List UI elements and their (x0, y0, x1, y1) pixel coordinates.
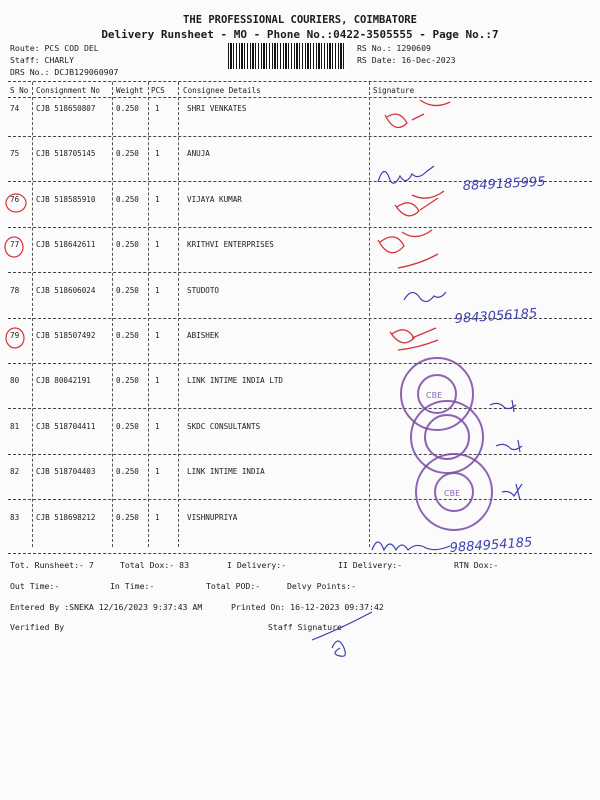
out-time: Out Time:- (10, 581, 60, 591)
circle-mark-76 (6, 194, 26, 212)
row-83-pcs: 1 (155, 512, 160, 522)
delvy-points: Delvy Points:- (287, 581, 357, 591)
row-83-consignee: VISHNUPRIYA (187, 512, 238, 522)
ii-delivery: II Delivery:- (338, 560, 403, 570)
handwritten-phone-75: 8849185995 (462, 174, 546, 194)
row-75-pcs: 1 (155, 149, 160, 159)
col-header-sno: S No (10, 86, 29, 95)
row-74-cons: CJB 518650807 (36, 104, 96, 113)
staff-label: Staff: CHARLY (10, 55, 75, 65)
row-76-weight: 0.250 (116, 194, 139, 204)
blue-signature-75 (378, 166, 434, 183)
row-80-sno: 80 (10, 376, 20, 386)
row-83-cons: CJB 518698212 (36, 512, 96, 522)
row-74-consignee: SHRI VENKATES (187, 104, 247, 113)
row-75-consignee: ANUJA (187, 149, 210, 159)
printed-on: Printed On: 16-12-2023 09:37:42 (231, 602, 384, 612)
row-82-weight: 0.250 (116, 467, 139, 477)
row-79-pcs: 1 (155, 331, 160, 340)
row-76-consignee: VIJAYA KUMAR (187, 194, 242, 204)
col-header-weight: Weight (116, 86, 144, 95)
circle-mark-77 (5, 237, 23, 257)
staff-signature-scribble (312, 612, 372, 656)
route-label: Route: PCS COD DEL (10, 43, 99, 53)
company-stamp-1 (401, 358, 473, 430)
row-78-weight: 0.250 (116, 285, 139, 295)
row-77-cons: CJB 518642611 (36, 240, 96, 250)
total-pod: Total POD:- (206, 581, 261, 591)
total-dox: Total Dox:- 83 (120, 560, 190, 570)
row-82-sno: 82 (10, 467, 20, 477)
rtn-dox: RTN Dox:- (454, 560, 499, 570)
row-79-weight: 0.250 (116, 331, 139, 340)
row-81-pcs: 1 (155, 421, 160, 431)
row-80-pcs: 1 (155, 376, 160, 386)
col-header-consignee: Consignee Details (183, 86, 261, 95)
red-initials-79 (390, 328, 438, 350)
red-initials-77 (378, 230, 438, 268)
blue-mark-82 (502, 484, 522, 500)
row-76-pcs: 1 (155, 194, 160, 204)
row-81-sno: 81 (10, 421, 20, 431)
blue-signature-78 (404, 292, 446, 302)
row-76-cons: CJB 518585910 (36, 194, 96, 204)
stamp-center-1: CBE (426, 391, 443, 400)
row-83-sno: 83 (10, 512, 20, 522)
staff-signature-label: Staff Signature (268, 622, 342, 632)
row-76-sno: 76 (10, 194, 20, 204)
blue-mark-81 (496, 440, 522, 452)
row-78-cons: CJB 518606024 (36, 285, 96, 295)
red-initials-74 (385, 100, 450, 128)
row-80-cons: CJB 80042191 (36, 376, 91, 386)
stamp-center-3: CBE (444, 489, 461, 498)
col-header-consignment: Consignment No (36, 86, 101, 95)
row-75-cons: CJB 518705145 (36, 149, 96, 159)
row-81-consignee: SKDC CONSULTANTS (187, 421, 261, 431)
row-75-weight: 0.250 (116, 149, 139, 159)
row-82-pcs: 1 (155, 467, 160, 477)
company-title: THE PROFESSIONAL COURIERS, COIMBATORE (183, 14, 417, 26)
verified-by: Verified By (10, 622, 65, 632)
footer-rule (8, 553, 592, 554)
row-82-cons: CJB 518704403 (36, 467, 96, 477)
row-83-weight: 0.250 (116, 512, 139, 522)
row-74-pcs: 1 (155, 104, 160, 113)
red-initials-76 (395, 191, 444, 216)
row-77-weight: 0.250 (116, 240, 139, 250)
row-80-weight: 0.250 (116, 376, 139, 386)
blue-mark-80 (490, 400, 516, 412)
row-77-sno: 77 (10, 240, 20, 250)
tot-runsheet: Tot. Runsheet:- 7 (10, 560, 94, 570)
row-82-consignee: LINK INTIME INDIA (187, 467, 265, 477)
blue-signature-83 (372, 542, 450, 550)
row-75-sno: 75 (10, 149, 20, 159)
col-header-pcs: PCS (151, 86, 165, 95)
circle-mark-79 (6, 328, 24, 348)
row-81-weight: 0.250 (116, 421, 139, 431)
runsheet-subtitle: Delivery Runsheet - MO - Phone No.:0422-3505555 - Page No.:7 (101, 28, 499, 41)
row-80-consignee: LINK INTIME INDIA LTD (187, 376, 284, 386)
col-header-signature: Signature (373, 86, 415, 95)
row-77-pcs: 1 (155, 240, 160, 250)
row-79-consignee: ABISHEK (187, 331, 220, 340)
handwritten-phone-78: 9843056185 (454, 306, 538, 327)
row-77-consignee: KRITHVI ENTERPRISES (187, 240, 274, 250)
row-74-weight: 0.250 (116, 104, 139, 113)
row-78-sno: 78 (10, 285, 20, 295)
row-74-sno: 74 (10, 104, 20, 113)
entered-by: Entered By :SNEKA 12/16/2023 9:37:43 AM (10, 602, 203, 612)
row-78-pcs: 1 (155, 285, 160, 295)
rs-date: RS Date: 16-Dec-2023 (357, 55, 456, 65)
rs-number: RS No.: 1290609 (357, 43, 431, 53)
in-time: In Time:- (110, 581, 155, 591)
row-78-consignee: STUDOTO (187, 285, 220, 295)
i-delivery: I Delivery:- (227, 560, 287, 570)
company-stamp-3 (416, 454, 492, 530)
row-79-cons: CJB 518507492 (36, 331, 96, 340)
drs-number: DRS No.: DCJB129060907 (10, 67, 119, 77)
company-stamp-2 (411, 401, 483, 473)
row-79-sno: 79 (10, 331, 20, 340)
row-81-cons: CJB 518704411 (36, 421, 96, 431)
handwritten-phone-83: 9884954185 (449, 535, 533, 556)
